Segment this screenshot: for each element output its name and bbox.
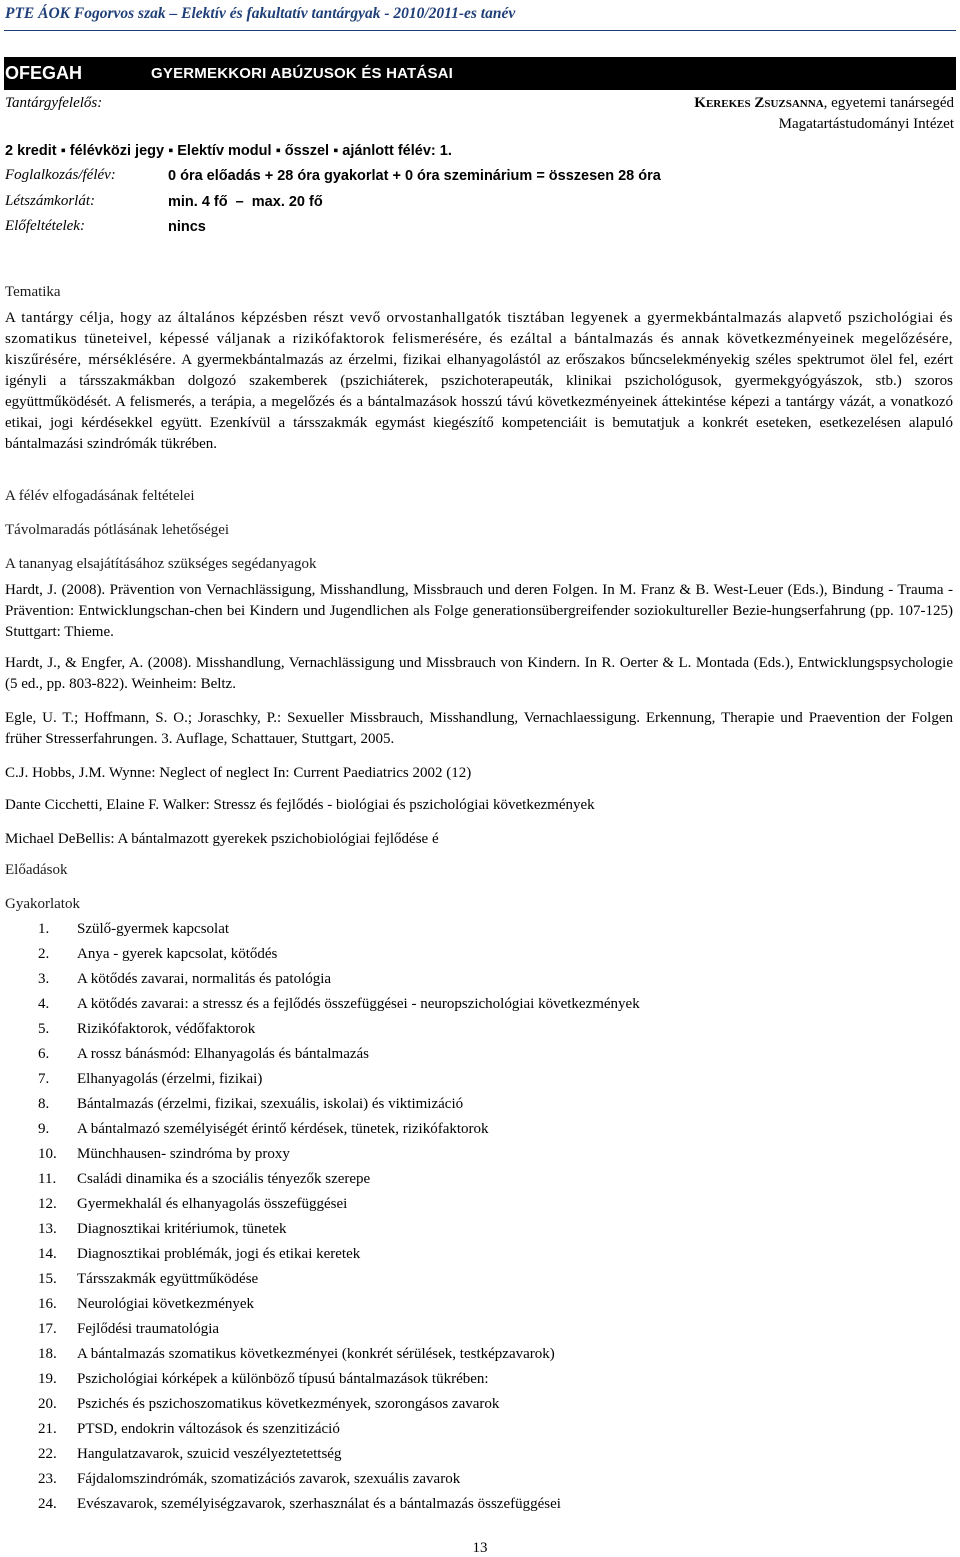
list-item-number: 14. <box>38 1246 57 1262</box>
list-item <box>38 1443 640 1468</box>
list-item-text: Családi dinamika és a szociális tényezők szerepe <box>77 1171 371 1187</box>
list-item-number: 21. <box>38 1421 57 1437</box>
list-item <box>38 1093 640 1118</box>
list-item-number: 22. <box>38 1446 57 1462</box>
heading-tavolmaradas: Távolmaradás pótlásának lehetőségei <box>5 522 230 538</box>
list-item-number: 13. <box>38 1221 57 1237</box>
list-item-number: 3. <box>38 971 50 987</box>
list-item <box>38 1268 640 1293</box>
reference-4: C.J. Hobbs, J.M. Wynne: Neglect of neglect In: Current Paediatrics 2002 (12) <box>5 765 472 781</box>
list-item-text: Gyermekhalál és elhanyagolás összefüggései <box>77 1196 348 1212</box>
prerequisites-value: nincs <box>168 219 206 235</box>
running-header: PTE ÁOK Fogorvos szak – Elektív és fakultatív tantárgyak - 2010/2011-es tanév <box>5 5 516 22</box>
reference-6: Michael DeBellis: A bántalmazott gyerekek pszichobiológiai fejlődése é <box>5 831 439 847</box>
list-item-number: 17. <box>38 1321 57 1337</box>
list-item-number: 18. <box>38 1346 57 1362</box>
list-item-text: Fájdalomszindrómák, szomatizációs zavarok, szexuális zavarok <box>77 1471 461 1487</box>
list-item <box>38 1293 640 1318</box>
list-item-number: 6. <box>38 1046 50 1062</box>
prerequisites-label: Előfeltételek: <box>5 218 85 234</box>
list-item-number: 2. <box>38 946 50 962</box>
list-item-text: A rossz bánásmód: Elhanyagolás és bántalmazás <box>77 1046 370 1062</box>
list-item <box>38 1418 640 1443</box>
list-item <box>38 1193 640 1218</box>
heading-tananyag: A tananyag elsajátításához szükséges segédanyagok <box>5 556 317 572</box>
reference-2: Hardt, J., & Engfer, A. (2008). Misshandlung, Vernachlässigung und Missbrauch von Kindern. In R. Oerter & L. Montada (Eds.), Entwicklungspsychologie (5 ed., pp. 803-822). Weinheim: Beltz. <box>5 655 953 692</box>
hours-value: 0 óra előadás + 28 óra gyakorlat + 0 óra szeminárium = összesen 28 óra <box>168 168 661 184</box>
list-item <box>38 1043 640 1068</box>
list-item <box>38 1343 640 1368</box>
course-title: GYERMEKKORI ABÚZUSOK ÉS HATÁSAI <box>151 65 454 82</box>
course-code: OFEGAH <box>5 63 83 83</box>
list-item-number: 8. <box>38 1096 50 1112</box>
list-item-number: 11. <box>38 1171 57 1187</box>
list-item <box>38 993 640 1018</box>
list-item-text: Rizikófaktorok, védőfaktorok <box>77 1021 256 1037</box>
list-item-text: Szülő-gyermek kapcsolat <box>77 921 230 937</box>
list-item-number: 5. <box>38 1021 50 1037</box>
course-title-bar <box>4 57 956 90</box>
reference-5: Dante Cicchetti, Elaine F. Walker: Stressz és fejlődés - biológiai és pszichológiai következmények <box>5 797 595 813</box>
list-item-text: Elhanyagolás (érzelmi, fizikai) <box>77 1071 263 1087</box>
list-item <box>38 1018 640 1043</box>
list-item <box>38 1393 640 1418</box>
reference-3: Egle, U. T.; Hoffmann, S. O.; Joraschky, P.: Sexueller Missbrauch, Misshandlung, Vernachlaessigung. Erkennung, Therapie und Praevention der Folgen früher Stresserfahrungen. 3. Auflage, Schattauer, Stuttgart, 2005. <box>5 710 953 747</box>
list-item <box>38 1218 640 1243</box>
list-item-number: 1. <box>38 921 50 937</box>
page-number: 13 <box>472 1540 488 1556</box>
list-item-text: A kötődés zavarai: a stressz és a fejlődés összefüggései - neuropszichológiai következmények <box>77 996 640 1012</box>
list-item <box>38 1168 640 1193</box>
list-item <box>38 918 640 943</box>
responsible-institute: Magatartástudományi Intézet <box>778 116 954 132</box>
tematika-paragraph <box>5 308 953 455</box>
list-item-text: Anya - gyerek kapcsolat, kötődés <box>77 946 278 962</box>
header-rule <box>4 30 956 31</box>
list-item-text: Diagnosztikai problémák, jogi és etikai keretek <box>77 1246 361 1262</box>
list-item-text: Bántalmazás (érzelmi, fizikai, szexuális, iskolai) és viktimizáció <box>77 1096 464 1112</box>
list-item <box>38 1068 640 1093</box>
list-item <box>38 1143 640 1168</box>
capacity-label: Létszámkorlát: <box>5 193 95 209</box>
list-item <box>38 1468 640 1493</box>
list-item-text: Münchhausen- szindróma by proxy <box>77 1146 290 1162</box>
list-item-text: Hangulatzavarok, szuicid veszélyeztetettség <box>77 1446 342 1462</box>
responsible-name: Kerekes Zsuzsanna <box>694 95 824 111</box>
heading-eloadasok: Előadások <box>5 862 68 878</box>
tematika-text-part-1: A tantárgy célja, hogy az általános képzésben részt vevő orvostanhallgatók tisztában legyenek a gyermekbántalmazás alapvető pszichológiai és szomatikus tüneteivel, képessé váljanak a rizikófaktorok felismerésére, és ezáltal a bántalmazás és annak következményeinek megelőzésére, kiszűrésére, mérséklésére. <box>5 310 953 368</box>
list-item <box>38 1118 640 1143</box>
list-item-number: 16. <box>38 1296 57 1312</box>
list-item <box>38 1318 640 1343</box>
list-item-number: 10. <box>38 1146 57 1162</box>
list-item-number: 19. <box>38 1371 57 1387</box>
list-item-number: 4. <box>38 996 50 1012</box>
responsible-label: Tantárgyfelelős: <box>5 95 103 111</box>
heading-tematika: Tematika <box>5 284 61 300</box>
list-item-text: PTSD, endokrin változások és szenzitizáció <box>77 1421 340 1437</box>
list-item-text: A kötődés zavarai, normalitás és patológia <box>77 971 332 987</box>
list-item-text: Pszichés és pszichoszomatikus következmények, szorongásos zavarok <box>77 1396 500 1412</box>
list-item <box>38 968 640 993</box>
list-item-number: 23. <box>38 1471 57 1487</box>
list-item-number: 7. <box>38 1071 50 1087</box>
list-item-number: 9. <box>38 1121 50 1137</box>
practicals-list <box>38 918 640 1518</box>
responsible-person <box>694 95 954 112</box>
list-item-number: 15. <box>38 1271 57 1287</box>
list-item <box>38 1368 640 1393</box>
list-item-text: Evészavarok, személyiségzavarok, szerhasználat és a bántalmazás összefüggései <box>77 1496 561 1512</box>
list-item-text: Fejlődési traumatológia <box>77 1321 220 1337</box>
list-item-number: 12. <box>38 1196 57 1212</box>
responsible-role: , egyetemi tanársegéd <box>823 95 954 111</box>
hours-label: Foglalkozás/félév: <box>5 167 116 183</box>
heading-felev: A félév elfogadásának feltételei <box>5 488 195 504</box>
list-item-text: Társszakmák együttműködése <box>77 1271 259 1287</box>
list-item-text: A bántalmazás szomatikus következményei (konkrét sérülések, testképzavarok) <box>77 1346 555 1362</box>
reference-1: Hardt, J. (2008). Prävention von Vernachlässigung, Misshandlung, Missbrauch und deren Folgen. In M. Franz & B. West-Leuer (Eds.), Bindung - Trauma - Prävention: Entwicklungschan-chen bei Kindern und Jugendlichen als Folge generationsübergreifender soziokultureller Bezie-hungserfahrung (pp. 107-125) Stuttgart: Thieme. <box>5 582 953 640</box>
credit-line: 2 kredit ▪ félévközi jegy ▪ Elektív modul ▪ ősszel ▪ ajánlott félév: 1. <box>5 143 452 159</box>
list-item-text: Neurológiai következmények <box>77 1296 255 1312</box>
list-item <box>38 1493 640 1518</box>
list-item <box>38 1243 640 1268</box>
list-item <box>38 943 640 968</box>
heading-gyakorlatok: Gyakorlatok <box>5 896 80 912</box>
capacity-value: min. 4 fő – max. 20 fő <box>168 194 323 210</box>
list-item-number: 20. <box>38 1396 57 1412</box>
list-item-text: Pszichológiai kórképek a különböző típusú bántalmazások tükrében: <box>77 1371 489 1387</box>
list-item-text: Diagnosztikai kritériumok, tünetek <box>77 1221 287 1237</box>
list-item-number: 24. <box>38 1496 57 1512</box>
list-item-text: A bántalmazó személyiségét érintő kérdések, tünetek, rizikófaktorok <box>77 1121 489 1137</box>
tematika-text-part-2: A gyermekbántalmazás az érzelmi, fizikai elhanyagolástól az erőszakos bűncselekményekig széles spektrumot ölel fel, ezért igényli a társszakmákban dolgozó szakemberek (pszichiáterek, pszichoterapeuták, klinikai pszichológusok, gyermekgyógyászok, stb.) szoros együttműködését. A felismerés, a terápia, a megelőzés és a bántalmazások hosszú távú következményeinek áttekintése képezi a tantárgy vázát, a vonatkozó etikai, jogi kérdésekkel együtt. Ezenkívül a társszakmák egymást kiegészítő kompetenciáit is bemutatjuk a konkrét eseteken, esetkezelésen alapuló bántalmazási szindrómák tükrében. <box>5 352 953 452</box>
